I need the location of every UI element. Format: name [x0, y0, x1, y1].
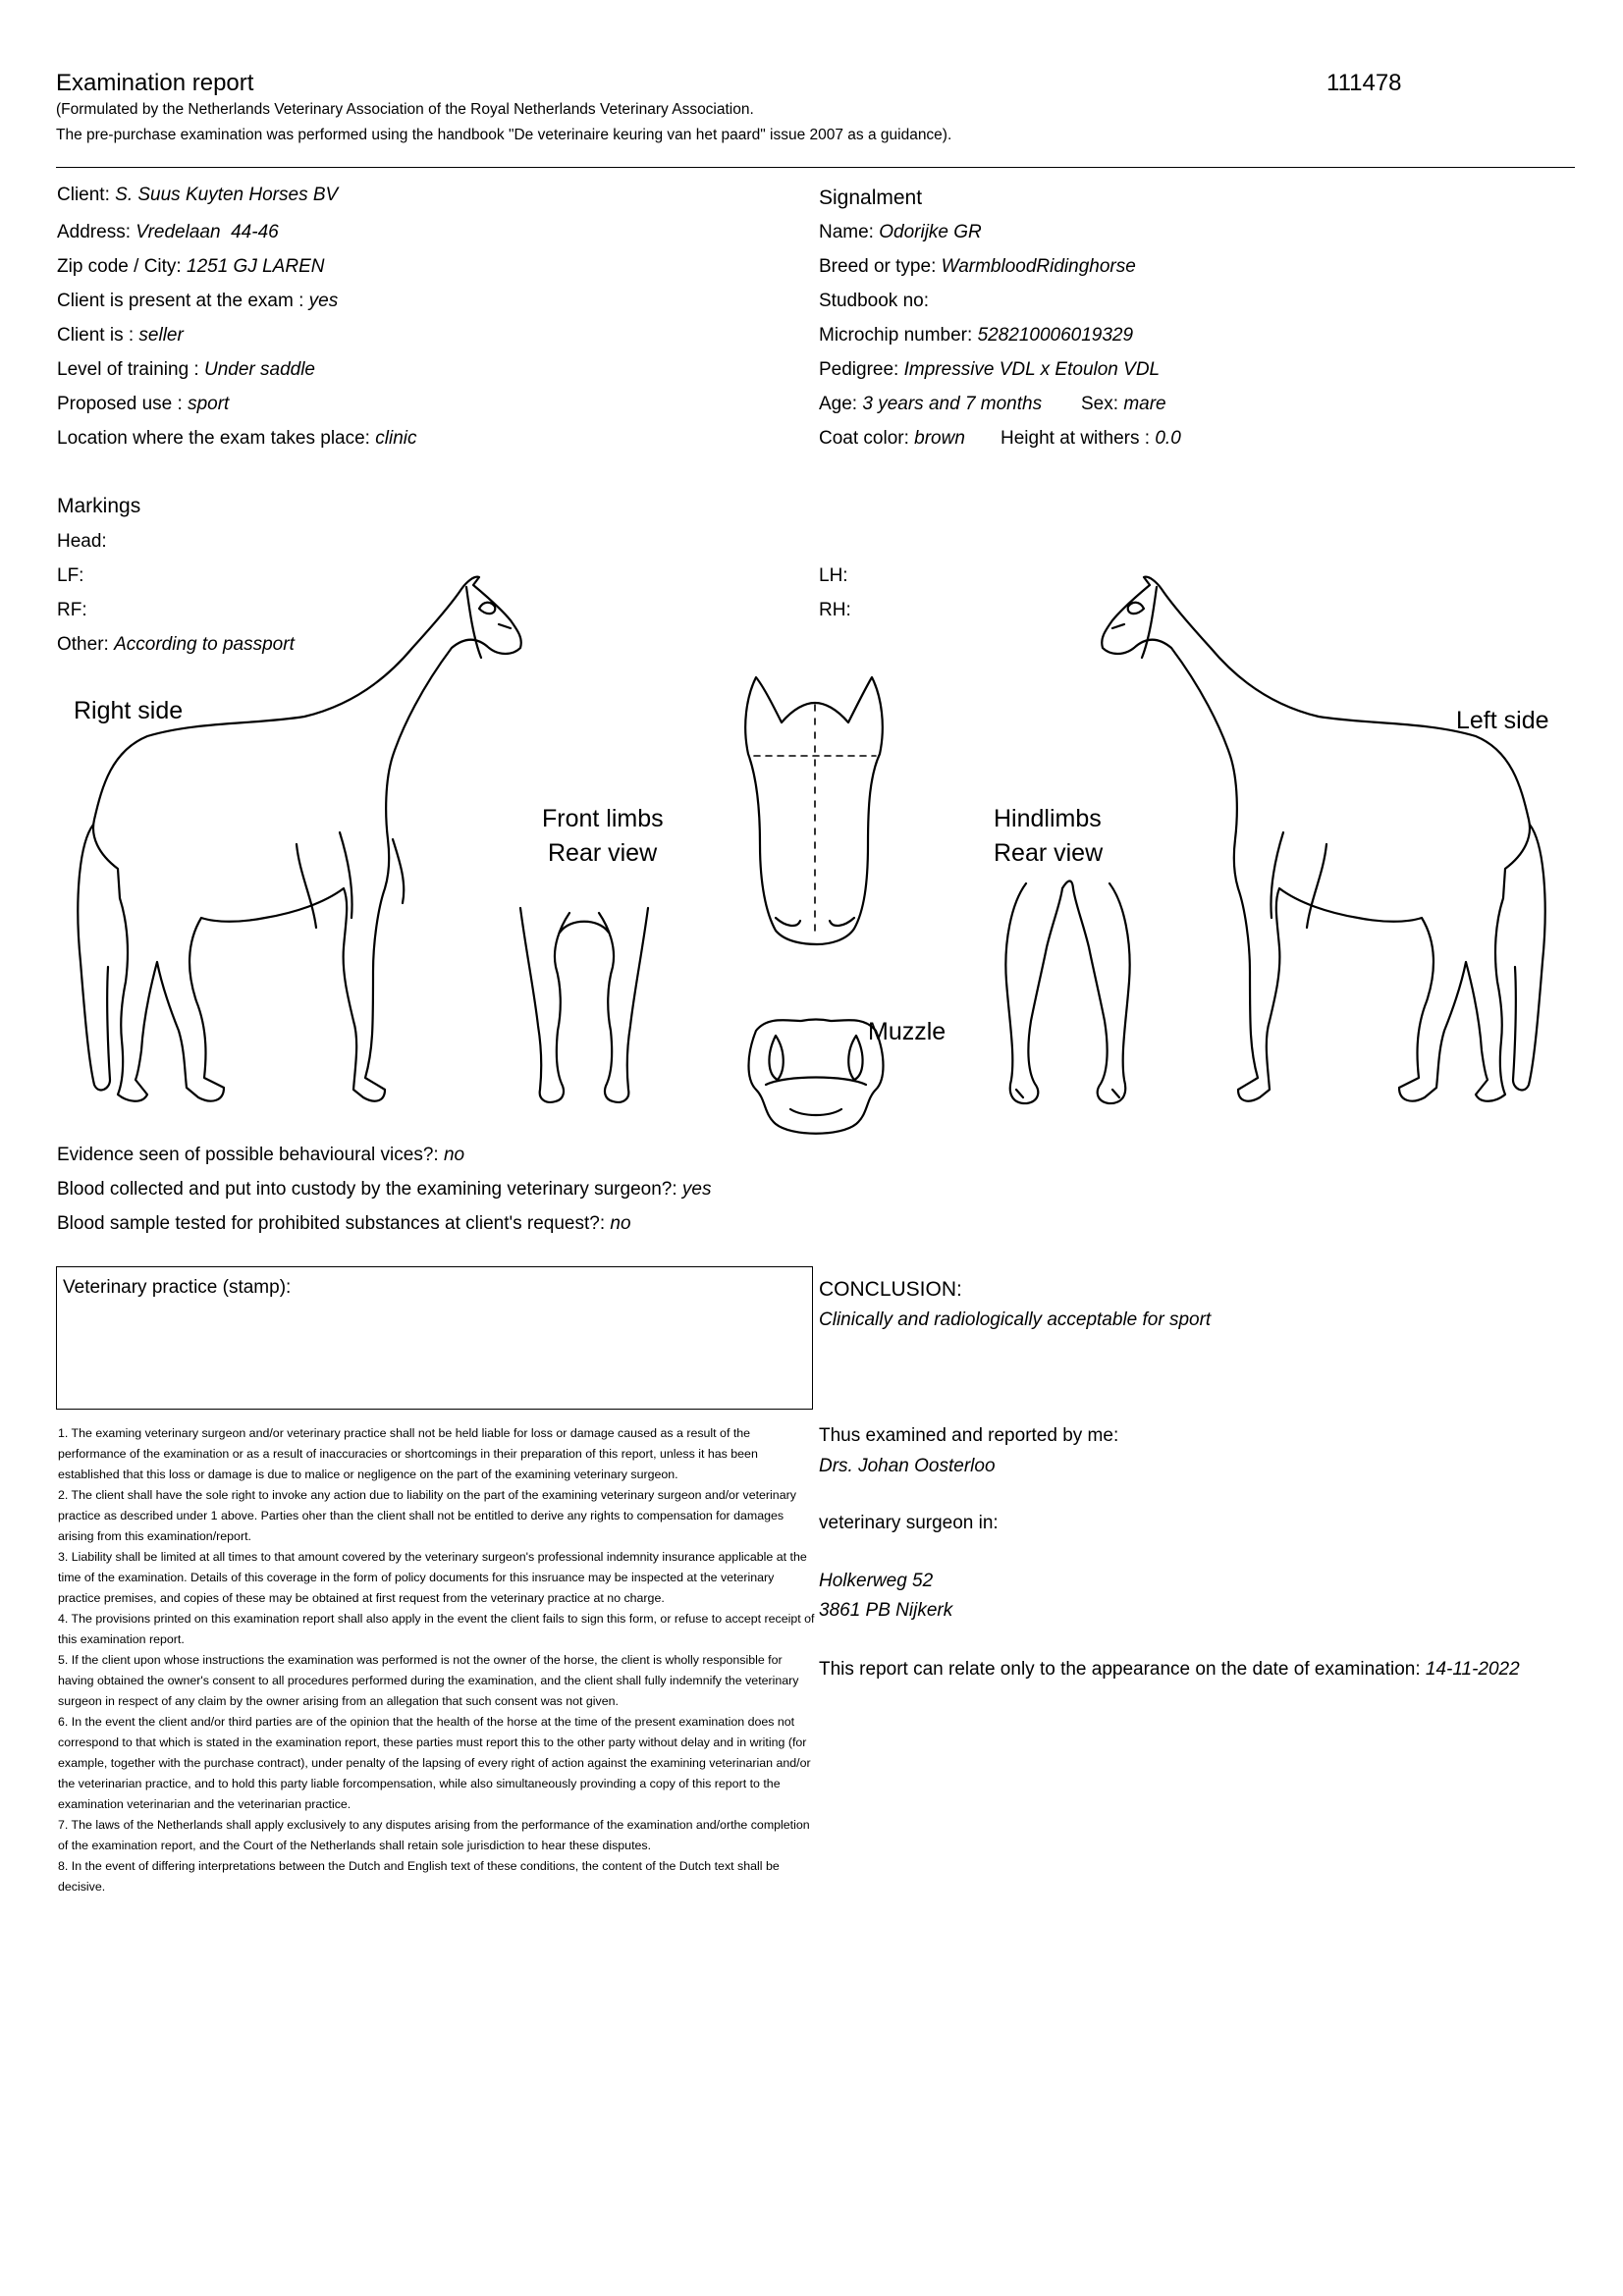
muzzle-view [749, 1020, 884, 1134]
present-value: yes [308, 291, 339, 311]
front-limbs-label: Front limbs [542, 805, 664, 832]
subtitle-line-1: (Formulated by the Netherlands Veterinary Association of the Royal Netherlands Veterinary Association. [56, 101, 754, 118]
term-7: 7. The laws of the Netherlands shall apply exclusively to any disputes arising from the performance of the examination and/orthe completion of the examination report, and the Court of the Netherlands shall retain sole jurisdiction to hear these disputes. [58, 1818, 810, 1852]
pedigree-label: Pedigree: [819, 359, 899, 380]
height-value: 0.0 [1155, 428, 1181, 449]
vet-name: Drs. Johan Oosterloo [819, 1456, 996, 1476]
examined-label: Thus examined and reported by me: [819, 1425, 1119, 1446]
client-role-value: seller [138, 325, 184, 346]
vices-row [57, 1145, 464, 1166]
term-4: 4. The provisions printed on this examination report shall also apply in the event the client fails to sign this form, or refuse to accept receipt of this examination report. [58, 1612, 815, 1646]
hind-limbs-rear-view-label: Rear view [994, 839, 1104, 867]
left-side-horse-outline [1102, 577, 1544, 1101]
vices-value: no [443, 1145, 465, 1165]
blood-tested-label: Blood sample tested for prohibited substances at client's request?: [57, 1213, 606, 1234]
head-front-view [745, 677, 883, 944]
practice-address-1: Holkerweg 52 [819, 1571, 934, 1591]
left-side-label: Left side [1456, 707, 1549, 734]
right-side-horse-outline [78, 577, 520, 1101]
microchip-label: Microchip number: [819, 325, 973, 346]
use-label: Proposed use : [57, 394, 183, 414]
marking-head-label: Head: [57, 531, 107, 552]
term-5: 5. If the client upon whose instructions the examination was performed is not the owner of the horse, the client is wholly responsible for having obtained the owner's consent to all procedures performed during the examination, and the client shall fully indemnify the veterinary surgeon in respect of any claim by the owner arising from an allegation that such consent was not given. [58, 1653, 799, 1708]
coat-label: Coat color: [819, 428, 909, 449]
front-limbs-rear-view-label: Rear view [548, 839, 658, 867]
microchip-value: 528210006019329 [977, 325, 1134, 346]
client-label: Client: [57, 185, 110, 205]
height-label: Height at withers : [1001, 428, 1151, 449]
location-label: Location where the exam takes place: [57, 428, 370, 449]
marking-lf-label: LF: [57, 565, 84, 586]
hind-limbs-label: Hindlimbs [994, 805, 1102, 832]
exam-date-label: This report can relate only to the appearance on the date of examination: [819, 1659, 1421, 1680]
marking-other-label: Other: [57, 634, 109, 655]
training-value: Under saddle [203, 359, 316, 380]
stamp-label: Veterinary practice (stamp): [63, 1277, 292, 1298]
zip-value: 1251 GJ LAREN [187, 256, 325, 277]
marking-rh-label: RH: [819, 600, 851, 620]
blood-collected-label: Blood collected and put into custody by the examining veterinary surgeon?: [57, 1179, 677, 1200]
term-2: 2. The client shall have the sole right to invoke any action due to liability on the part of the examining veterinary surgeon and/or veterinary practice as described under 1 above. Parties oher than the client shall not be entitled to derive any rights to compensation for damages arising from this examination/report. [58, 1488, 796, 1543]
conclusion-heading: CONCLUSION: [819, 1278, 962, 1301]
marking-lh-label: LH: [819, 565, 848, 586]
zip-label: Zip code / City: [57, 256, 182, 277]
practice-address-2: 3861 PB Nijkerk [819, 1600, 953, 1621]
exam-date-row [819, 1659, 1520, 1681]
horse-name-value: Odorijke GR [879, 222, 982, 242]
training-label: Level of training : [57, 359, 199, 380]
right-side-label: Right side [74, 697, 184, 724]
use-value: sport [188, 394, 230, 414]
subtitle-line-2: The pre-purchase examination was performed using the handbook "De veterinaire keuring van het paard" issue 2007 as a guidance). [56, 127, 952, 143]
hind-limbs-rear-view [1005, 881, 1129, 1104]
term-8: 8. In the event of differing interpretations between the Dutch and English text of these conditions, the content of the Dutch text shall be decisive. [58, 1859, 780, 1894]
term-1: 1. The examing veterinary surgeon and/or veterinary practice shall not be held liable for loss or damage caused as a result of the performance of the examination or as a result of inaccuracies or shortcomings in their preparation of this report, unless it has been established that this loss or damage is due to malice or negligence on the part of the examining veterinary surgeon. [58, 1426, 758, 1481]
terms-and-conditions [58, 1423, 819, 1897]
sex-label: Sex: [1081, 394, 1119, 414]
client-role-label: Client is : [57, 325, 135, 346]
age-value: 3 years and 7 months [862, 394, 1043, 414]
breed-value: WarmbloodRidinghorse [941, 256, 1136, 277]
surgeon-in-label: veterinary surgeon in: [819, 1513, 999, 1533]
coat-value: brown [914, 428, 965, 449]
address-value: Vredelaan 44-46 [135, 222, 279, 242]
age-label: Age: [819, 394, 858, 414]
term-6: 6. In the event the client and/or third parties are of the opinion that the health of the horse at the time of the present examination does not correspond to that which is stated in the examination report, these parties must report this to the other party without delay and in writing (for example, together with the purchase contract), under penalty of the lapsing of every right of action against the examining veterinarian and/or the veterinarian practice, and to hold this party liable forcompensation, while also simultaneously provinding a copy of this report to the examination veterinarian and the veterinarian practice. [58, 1715, 811, 1811]
markings-heading: Markings [57, 495, 141, 517]
blood-collected-row [57, 1179, 711, 1201]
present-label: Client is present at the exam : [57, 291, 304, 311]
stamp-box [56, 1266, 813, 1410]
muzzle-label: Muzzle [868, 1018, 947, 1045]
address-label: Address: [57, 222, 131, 242]
sex-value: mare [1123, 394, 1166, 414]
location-value: clinic [375, 428, 417, 449]
blood-collected-value: yes [681, 1179, 712, 1200]
breed-label: Breed or type: [819, 256, 937, 277]
blood-tested-value: no [610, 1213, 631, 1234]
report-number: 111478 [1326, 70, 1402, 96]
client-value: S. Suus Kuyten Horses BV [115, 185, 339, 205]
horse-markings-diagram [0, 0, 1623, 1139]
horse-name-label: Name: [819, 222, 874, 242]
signalment-heading: Signalment [819, 187, 923, 209]
vices-label: Evidence seen of possible behavioural vices?: [57, 1145, 439, 1165]
pedigree-value: Impressive VDL x Etoulon VDL [903, 359, 1161, 380]
marking-rf-label: RF: [57, 600, 87, 620]
studbook-label: Studbook no: [819, 291, 929, 311]
exam-date-value: 14-11-2022 [1425, 1659, 1520, 1680]
front-limbs-rear-view [520, 908, 648, 1102]
conclusion-text: Clinically and radiologically acceptable for sport [819, 1309, 1212, 1330]
marking-other-value: According to passport [114, 634, 295, 655]
page-title: Examination report [56, 70, 254, 96]
blood-tested-row [57, 1213, 631, 1235]
term-3: 3. Liability shall be limited at all times to that amount covered by the veterinary surgeon's professional indemnity insurance applicable at the time of the examination. Details of this coverage in the form of policy documents for this insruance may be inspected at the veterinary practice premises, and copies of these may be obtained at first request from the veterinary practice at no charge. [58, 1550, 807, 1605]
